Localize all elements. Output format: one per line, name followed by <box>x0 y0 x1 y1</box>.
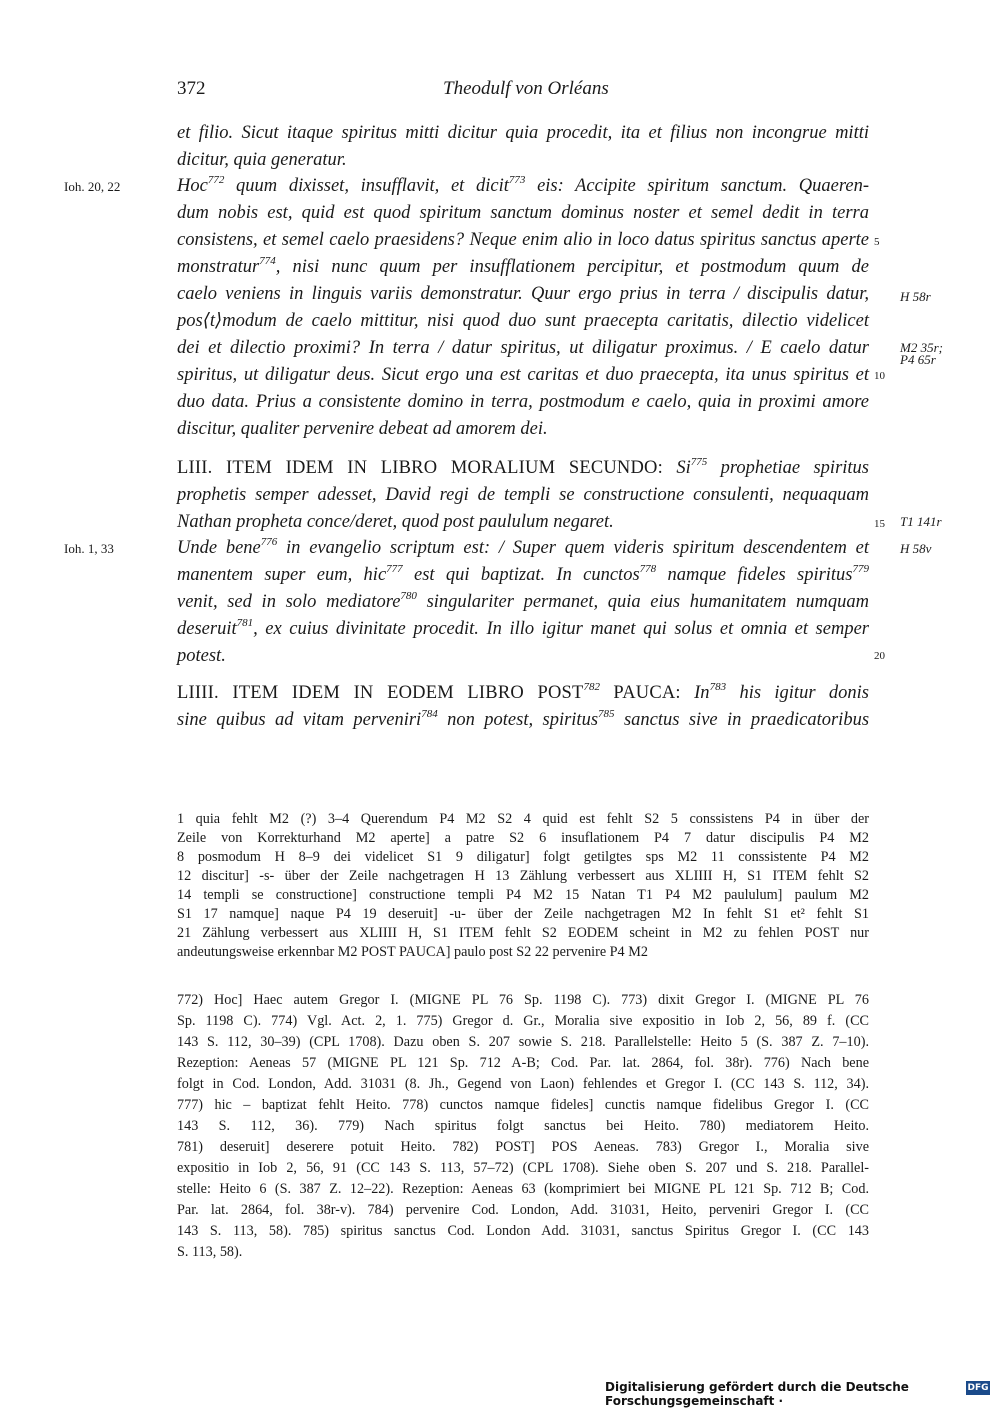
text-line-1: et filio. Sicut itaque spiritus mitti dicitur quia procedit, ita et filius non incongrue mitti <box>177 123 869 143</box>
text-line-12: discitur, qualiter pervenire debeat ad amorem dei. <box>177 419 548 439</box>
note-line: Sp. 1198 C). 774) Vgl. Act. 2, 1. 775) Gregor d. Gr., Moralia sive expositio in Iob 2, 56, 89 f. (CC <box>177 1013 869 1029</box>
text-line-18: venit, sed in solo mediatore$^{780}$ singulariter permanet, quia eius humanitatem numquam <box>177 590 869 612</box>
line-number-15: 15 <box>874 518 885 530</box>
digitization-credit: Digitalisierung gefördert durch die Deutsche Forschungsgemeinschaft · <box>605 1380 909 1408</box>
margin-ms-h58v: H 58v <box>900 541 932 556</box>
page-number: 372 <box>177 78 206 99</box>
text-line-6: monstratur$^{774}$, nisi nunc quum per insufflationem percipitur, et postmodum quum de <box>177 255 869 277</box>
section-53-heading: LIII. ITEM IDEM IN LIBRO MORALIUM SECUNDO: <box>177 458 663 478</box>
footnote-ref-778: 778 <box>639 563 657 575</box>
footnote-ref-783: 783 <box>709 681 727 693</box>
note-line: 143 S. 112, 30–39) (CPL 1708). Dazu oben S. 207 sowie S. 218. Parallelstelle: Heito 5 (S. 387 Z. 7–10). <box>177 1034 869 1050</box>
dfg-logo: DFG <box>967 1383 989 1393</box>
text-line-4: dum nobis est, quid est quod spiritum sanctum dominus noster et semel dedit in terra <box>177 203 869 223</box>
margin-ms-p4-65r: P4 65r <box>900 352 936 367</box>
footnote-ref-779: 779 <box>852 563 870 575</box>
text-line-16: Unde bene$^{776}$ in evangelio scriptum est: / Super quem videris spiritum descendentem et <box>177 536 870 558</box>
text-line-5: consistens, et semel caelo praesidens? Neque enim alio in loco datus spiritus sanctus aperte <box>177 230 869 250</box>
apparatus-line: 14 templi se constructione] constructione templi P4 M2 15 Natan T1 P4 M2 paululum] paulum M2 <box>177 887 869 903</box>
footnote-ref-776: 776 <box>260 536 278 548</box>
footnote-ref-780: 780 <box>400 590 417 602</box>
line-number-5: 5 <box>874 236 880 248</box>
apparatus-line: S1 17 namque] naque P4 19 deseruit] -u- über der Zeile nachgetragen M2 In fehlt S1 et² fehlt S1 <box>177 906 869 922</box>
line-number-20: 20 <box>874 650 885 662</box>
footnote-ref-774: 774 <box>259 255 276 267</box>
apparatus-line: andeutungsweise erkennbar M2 POST PAUCA] paulo post S2 22 pervenire P4 M2 <box>177 944 648 960</box>
apparatus-line: Zeile von Korrekturhand M2 aperte] a patre S2 6 insuflationem P4 7 datur discipulis P4 M2 <box>177 830 869 846</box>
footnote-ref-773: 773 <box>508 174 526 186</box>
line-number-10: 10 <box>874 370 885 382</box>
note-line: stelle: Heito 6 (S. 387 Z. 12–22). Rezeption: Aeneas 63 (komprimiert bei MIGNE PL 121 Sp. 712 B; Cod. <box>177 1181 869 1197</box>
footnote-ref-785: 785 <box>598 708 615 720</box>
note-line: S. 113, 58). <box>177 1244 243 1260</box>
margin-ms-h58r: H 58r <box>900 289 931 304</box>
text-line-10: spiritus, ut diligatur deus. Sicut ergo una est caritas et duo praecepta, ita unus spiritus et <box>177 365 869 385</box>
apparatus-line: 12 discitur] -s- über der Zeile nachgetragen H 13 Zählung verbessert aus XLIIII H, S1 ITEM fehlt S2 <box>177 868 869 884</box>
text-line-9: dei et dilectio proximi? In terra / datur spiritus, ut diligatur proximus. / E caelo datur <box>177 338 869 358</box>
margin-ms-t1-141r: T1 141r <box>900 514 942 529</box>
note-line: 772) Hoc] Haec autem Gregor I. (MIGNE PL 76 Sp. 1198 C). 773) dixit Gregor I. (MIGNE PL 76 <box>177 992 869 1008</box>
note-line: 781) deseruit] deserere potuit Heito. 782) POST] POS Aeneas. 783) Gregor I., Moralia sive <box>177 1139 869 1155</box>
margin-ref-ioh-20-22: Ioh. 20, 22 <box>64 179 121 194</box>
footnote-ref-781: 781 <box>236 617 254 629</box>
running-title: Theodulf von Orléans <box>443 78 609 99</box>
text-line-14: prophetis semper adesset, David regi de templi se constructione consulenti, nequaquam <box>177 485 869 505</box>
footnote-ref-775: 775 <box>690 456 708 468</box>
text-line-11: duo data. Prius a consistente domino in terra, postmodum e caelo, quia in proximi amore <box>177 392 869 412</box>
footnote-ref-784: 784 <box>421 708 438 720</box>
note-line: Par. lat. 2864, fol. 38r-v). 784) pervenire Cod. London, Add. 31031, Heito, perveniri Gregor I. (CC <box>177 1202 869 1218</box>
section-53-heading-line: LIII. ITEM IDEM IN LIBRO MORALIUM SECUNDO: Si$^{775}$ prophetiae spiritus <box>177 456 869 478</box>
margin-ms-m2-35r: M2 35r; <box>900 340 943 355</box>
text-line-20: potest. <box>177 646 226 666</box>
note-line: 143 S. 112, 36). 779) Nach spiritus folgt sanctus bei Heito. 780) mediatorem Heito. <box>177 1118 869 1134</box>
footnote-ref-777: 777 <box>386 563 403 575</box>
section-54-heading: LIIII. ITEM IDEM IN EODEM LIBRO POST <box>177 683 584 703</box>
note-line: Rezeption: Aeneas 57 (MIGNE PL 121 Sp. 712 A-B; Cod. Par. lat. 2864, fol. 38r). 776) Nach bene <box>177 1055 869 1071</box>
text-line-22: sine quibus ad vitam perveniri$^{784}$ non potest, spiritus$^{785}$ sanctus sive in praedicatoribus <box>177 708 870 730</box>
note-line: 143 S. 113, 58). 785) spiritus sanctus Cod. London Add. 31031, sanctus Spiritus Gregor I. (CC 143 <box>177 1223 869 1239</box>
note-line: 777) hic – baptizat fehlt Heito. 778) cunctos namque fideles] cunctis namque fidelibus Gregor I. (CC <box>177 1097 869 1113</box>
text-line-7: caelo veniens in linguis variis demonstratur. Quur ergo prius in terra / discipulis datur, <box>177 284 869 304</box>
apparatus-line: 1 quia fehlt M2 (?) 3–4 Querendum P4 M2 S2 4 quid est fehlt S2 5 conssistens P4 in über der <box>177 811 869 827</box>
margin-ref-ioh-1-33: Ioh. 1, 33 <box>64 541 114 556</box>
text-line-2: dicitur, quia generatur. <box>177 150 347 170</box>
text-line-17: manentem super eum, hic$^{777}$ est qui baptizat. In cunctos$^{778}$ namque fideles spiritus$^{779}$ <box>177 563 870 585</box>
text-line-8: pos⟨t⟩modum de caelo mittitur, nisi quod duo sunt praecepta caritatis, dilectio videlicet <box>177 311 869 331</box>
text-line-3: Hoc$^{772}$ quum dixisset, insufflavit, et dicit$^{773}$ eis: Accipite spiritum sanctum. Quaeren- <box>177 174 869 196</box>
note-line: expositio in Iob 2, 56, 91 (CC 143 S. 113, 57–72) (CPL 1708). Siehe oben S. 207 und S. 218. Parallel- <box>177 1160 869 1176</box>
text-line-19: deseruit$^{781}$, ex cuius divinitate procedit. In illo igitur manet qui solus et omnia et semper <box>177 617 869 639</box>
section-54-heading-line: LIIII. ITEM IDEM IN EODEM LIBRO POST$^{782}$ PAUCA: In$^{783}$ his igitur donis <box>177 681 869 703</box>
footnote-ref-782: 782 <box>583 681 601 693</box>
footnote-ref-772: 772 <box>207 174 225 186</box>
text-line-15: Nathan propheta conce/deret, quod post paululum negaret. <box>177 512 614 532</box>
apparatus-line: 21 Zählung verbessert aus XLIIII H, S1 ITEM fehlt S2 EODEM scheint in M2 zu fehlen POST nur <box>177 925 869 941</box>
note-line: folgt in Cod. London, Add. 31031 (8. Jh., Gegend von Laon) fehlendes et Gregor I. (CC 143 S. 112, 34). <box>177 1076 869 1092</box>
apparatus-line: 8 posmodum H 8–9 dei videlicet S1 9 diligatur] folgt getilgtes sps M2 11 conssistente P4 M2 <box>177 849 869 865</box>
